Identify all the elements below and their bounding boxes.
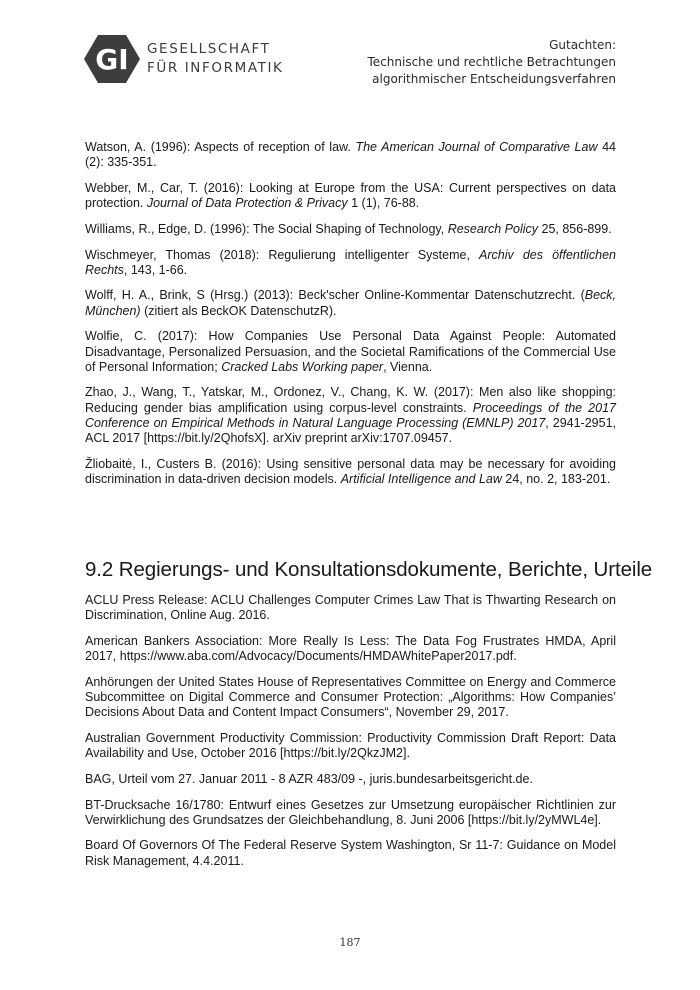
logo-line-2: FÜR INFORMATIK	[147, 60, 284, 76]
reference-aclu: ACLU Press Release: ACLU Challenges Computer Crimes Law That is Thwarting Research on Discrimination, Online Aug. 2016.	[85, 593, 616, 623]
gi-logo-mark: GI	[95, 43, 129, 76]
gi-logo-icon	[84, 33, 140, 85]
reference-american-bankers: American Bankers Association: More Really Is Less: The Data Fog Frustrates HMDA, April 2017, https://www.aba.com/Advocacy/Documents/HMDAWhitePaper2017.pdf.	[85, 633, 616, 664]
reference-list-9-1	[85, 140, 616, 498]
reference-wolff: Wolff, H. A., Brink, S (Hrsg.) (2013): Beck'scher Online-Kommentar Datenschutzrecht. (Beck, München) (zitiert als BeckOK DatenschutzR).	[85, 288, 616, 318]
logo-line-1: GESELLSCHAFT	[147, 41, 271, 57]
reference-watson: Watson, A. (1996): Aspects of reception of law. The American Journal of Comparative Law 44 (2): 335-351.	[85, 140, 616, 170]
reference-anhoerungen: Anhörungen der United States House of Representatives Committee on Energy and Commerce Subcommittee on Digital Commerce and Consumer Protection: „Algorithms: How Companies’ Decisions About Data and Content Impact Consumers“, November 29, 2017.	[85, 674, 616, 720]
page-number: 187	[339, 936, 361, 949]
header-line-3: algorithmischer Entscheidungsverfahren	[372, 72, 616, 86]
reference-list-9-2	[85, 593, 616, 879]
reference-wolfie: Wolfie, C. (2017): How Companies Use Personal Data Against People: Automated Disadvantage, Personalized Persuasion, and the Societal Ramifications of the Commercial Use of Personal Information; Cracked Labs Working paper, Vienna.	[85, 329, 616, 374]
reference-bt-drucksache: BT-Drucksache 16/1780: Entwurf eines Gesetzes zur Umsetzung europäischer Richtlinien zur Verwirklichung des Grundsatzes der Gleichbehandlung, 8. Juni 2006 [https://bit.ly/2yMWL4e].	[85, 797, 616, 827]
reference-zliobaite: Žliobaitė, I., Custers B. (2016): Using sensitive personal data may be necessary for avoiding discrimination in data-driven decision models. Artificial Intelligence and Law 24, no. 2, 183-201.	[85, 456, 616, 486]
section-heading: 9.2 Regierungs- und Konsultationsdokumente, Berichte, Urteile	[85, 558, 653, 581]
document-header	[368, 37, 616, 88]
header-line-1: Gutachten:	[549, 38, 616, 52]
gi-logo	[84, 33, 284, 85]
reference-williams: Williams, R., Edge, D. (1996): The Social Shaping of Technology, Research Policy 25, 856-899.	[85, 221, 612, 236]
header-line-2: Technische und rechtliche Betrachtungen	[367, 55, 616, 69]
reference-bag: BAG, Urteil vom 27. Januar 2011 - 8 AZR 483/09 -, juris.bundesarbeitsgericht.de.	[85, 771, 533, 786]
reference-australian-government: Australian Government Productivity Commission: Productivity Commission Draft Report: Data Availability and Use, October 2016 [https://bit.ly/2QkzJM2].	[85, 730, 616, 761]
reference-webber: Webber, M., Car, T. (2016): Looking at Europe from the USA: Current perspectives on data protection. Journal of Data Protection & Privacy 1 (1), 76-88.	[85, 180, 616, 211]
reference-board-of-governors: Board Of Governors Of The Federal Reserve System Washington, Sr 11-7: Guidance on Model Risk Management, 4.4.2011.	[85, 838, 616, 868]
reference-wischmeyer: Wischmeyer, Thomas (2018): Regulierung intelligenter Systeme, Archiv des öffentlichen Rechts, 143, 1-66.	[85, 247, 616, 277]
reference-zhao: Zhao, J., Wang, T., Yatskar, M., Ordonez, V., Chang, K. W. (2017): Men also like shopping: Reducing gender bias amplification using corpus-level constraints. Proceedings of the 2017 Conference on Empirical Methods in Natural Language Processing (EMNLP) 2017, 2941-2951, ACL 2017 [https://bit.ly/2QhofsX]. arXiv preprint arXiv:1707.09457.	[85, 385, 616, 446]
